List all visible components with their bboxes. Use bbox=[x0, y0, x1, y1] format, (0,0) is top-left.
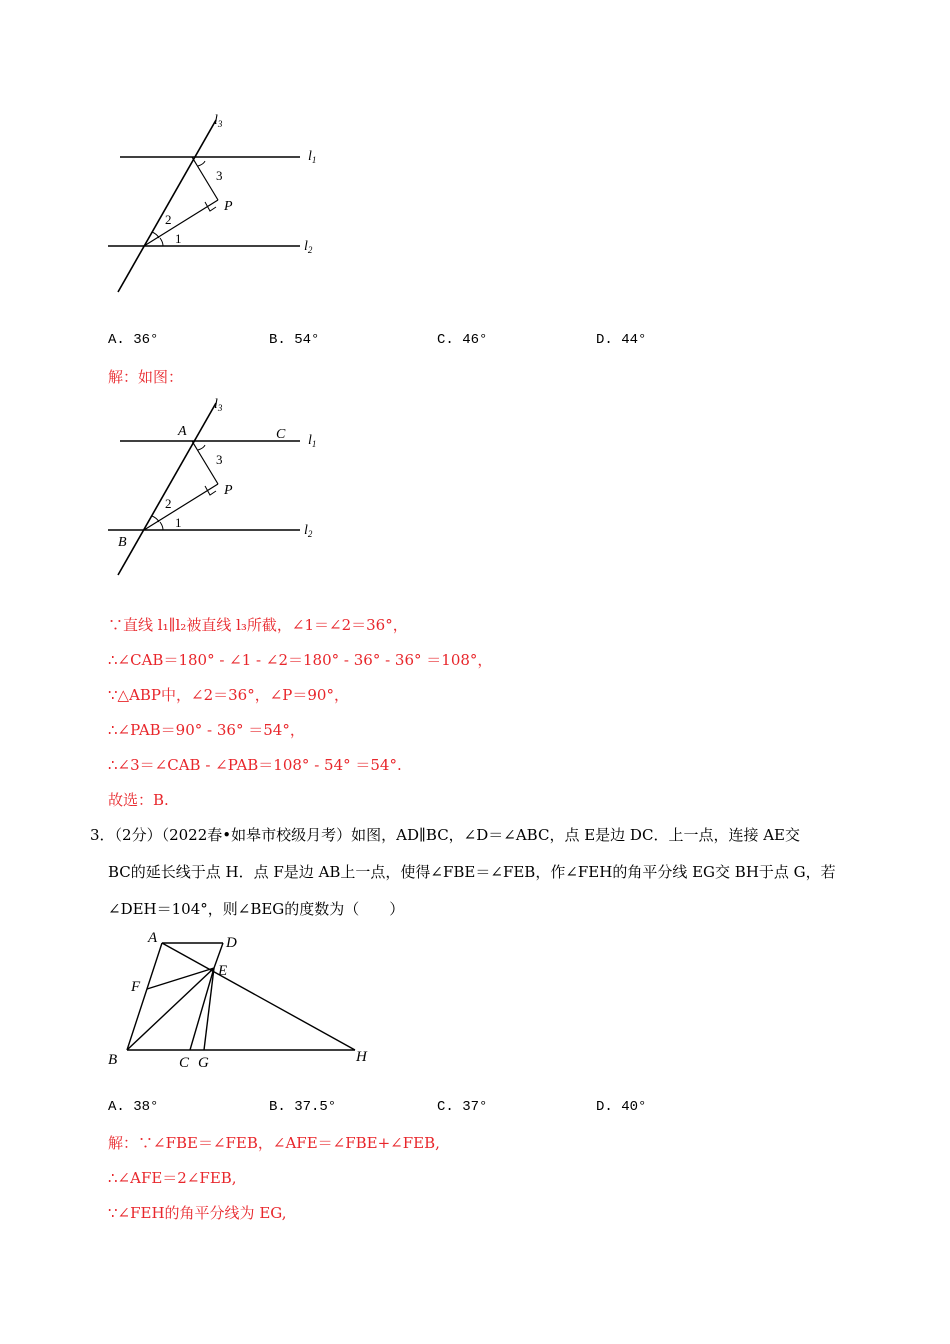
label-f: F bbox=[131, 979, 141, 995]
label-b: B bbox=[118, 535, 127, 550]
angle2-arc bbox=[152, 232, 159, 238]
q3-text-line-3: ∠DEH＝104°，则∠BEG的度数为（ ） bbox=[108, 900, 405, 918]
label-angle3: 3 bbox=[216, 168, 223, 183]
q3-text-line-1: 3．（2分）（2022春•如皋市校级月考）如图，AD∥BC，∠D＝∠ABC，点 E是边 DC．上一点，连接 AE交 bbox=[90, 826, 800, 844]
label-l2: $l_2$ bbox=[304, 239, 313, 255]
solution2-intro: 解：如图： bbox=[108, 368, 184, 386]
option-b[interactable]: B. 37.5° bbox=[269, 1099, 337, 1115]
solution2-line-2: ∴∠CAB＝180° - ∠1 - ∠2＝180° - 36° - 36° ＝108°， bbox=[108, 651, 493, 669]
option-b[interactable]: B. 54° bbox=[269, 332, 320, 348]
label-p: P bbox=[224, 199, 233, 214]
solution2-answer: 故选：B. bbox=[108, 791, 169, 809]
option-a[interactable]: A. 36° bbox=[108, 332, 159, 348]
solution2-line-5: ∴∠3＝∠CAB - ∠PAB＝108° - 54° ＝54°. bbox=[108, 756, 402, 774]
figure-parallel-lines-labeled bbox=[100, 390, 340, 585]
label-h: H bbox=[356, 1049, 367, 1065]
label-l3: $l_3$ bbox=[214, 397, 223, 413]
option-a[interactable]: A. 38° bbox=[108, 1099, 159, 1115]
label-a: A bbox=[178, 424, 187, 439]
segment-ap bbox=[192, 157, 218, 200]
label-angle1: 1 bbox=[175, 515, 182, 530]
q3-text-line-2: BC的延长线于点 H．点 F是边 AB上一点，使得∠FBE＝∠FEB，作∠FEH的角平分线 EG交 BH于点 G，若 bbox=[108, 863, 836, 881]
option-d[interactable]: D. 40° bbox=[596, 1099, 647, 1115]
label-d: D bbox=[226, 935, 237, 951]
solution3-line-3: ∵∠FEH的角平分线为 EG, bbox=[108, 1204, 287, 1222]
line-l3 bbox=[118, 120, 216, 292]
solution2-line-3: ∵△ABP中，∠2＝36°，∠P＝90°， bbox=[108, 686, 349, 704]
option-c[interactable]: C. 46° bbox=[437, 332, 488, 348]
angle1-arc bbox=[160, 238, 163, 246]
solution2-line-4: ∴∠PAB＝90° - 36° ＝54°， bbox=[108, 721, 305, 739]
solution2-line-1: ∵直线 l₁∥l₂被直线 l₃所截，∠1＝∠2＝36°， bbox=[108, 616, 408, 634]
label-b: B bbox=[108, 1052, 118, 1068]
angle3-arc bbox=[198, 161, 205, 166]
label-a: A bbox=[148, 930, 158, 946]
label-p: P bbox=[224, 483, 233, 498]
label-g: G bbox=[198, 1055, 209, 1071]
label-l1: $l_1$ bbox=[308, 433, 317, 449]
label-angle3: 3 bbox=[216, 452, 223, 467]
option-c[interactable]: C. 37° bbox=[437, 1099, 488, 1115]
label-l2: $l_2$ bbox=[304, 523, 313, 539]
label-angle1: 1 bbox=[175, 231, 182, 246]
solution3-line-2: ∴∠AFE＝2∠FEB, bbox=[108, 1169, 237, 1187]
figure-trapezoid bbox=[100, 925, 380, 1075]
label-angle2: 2 bbox=[165, 212, 172, 227]
option-d[interactable]: D. 44° bbox=[596, 332, 647, 348]
solution3-line-1: 解：∵∠FBE＝∠FEB，∠AFE＝∠FBE+∠FEB, bbox=[108, 1134, 440, 1152]
label-e: E bbox=[218, 963, 228, 979]
label-angle2: 2 bbox=[165, 496, 172, 511]
label-c: C bbox=[276, 427, 286, 442]
label-l1: $l_1$ bbox=[308, 149, 317, 165]
figure-parallel-lines bbox=[100, 105, 340, 305]
label-l3: $l_3$ bbox=[214, 113, 223, 129]
label-c: C bbox=[179, 1055, 190, 1071]
